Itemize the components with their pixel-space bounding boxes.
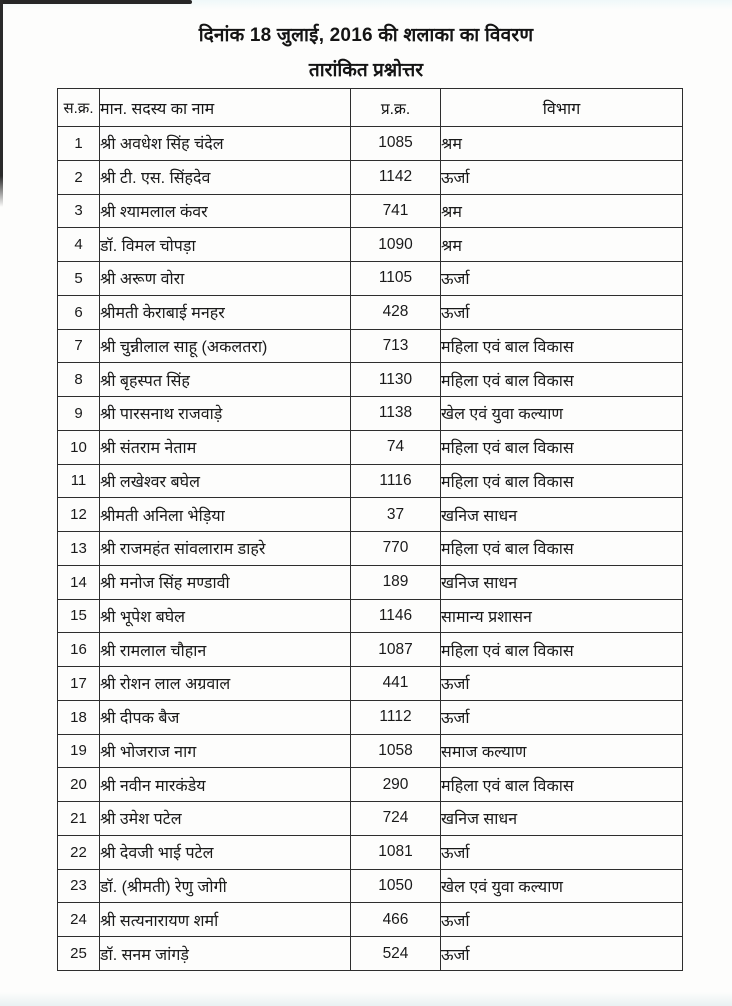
question-number-cell: 1105 bbox=[351, 262, 441, 296]
member-name-cell: श्री भोजराज नाग bbox=[100, 734, 351, 768]
table-row bbox=[58, 532, 683, 566]
table-row bbox=[58, 430, 683, 464]
member-table-body bbox=[58, 127, 683, 971]
member-name-cell: श्रीमती केराबाई मनहर bbox=[100, 295, 351, 329]
question-number-cell: 1112 bbox=[351, 700, 441, 734]
table-row bbox=[58, 667, 683, 701]
department-cell: महिला एवं बाल विकास bbox=[441, 430, 683, 464]
question-number-cell: 524 bbox=[351, 937, 441, 971]
table-row bbox=[58, 869, 683, 903]
table-row bbox=[58, 903, 683, 937]
page-title: दिनांक 18 जुलाई, 2016 की शलाका का विवरण bbox=[198, 25, 534, 46]
department-cell: महिला एवं बाल विकास bbox=[441, 532, 683, 566]
column-header-serial: स.क्र. bbox=[58, 89, 100, 127]
serial-cell: 23 bbox=[58, 869, 100, 903]
department-cell: खनिज साधन bbox=[441, 802, 683, 836]
department-cell: महिला एवं बाल विकास bbox=[441, 464, 683, 498]
question-number-cell: 1146 bbox=[351, 599, 441, 633]
member-name-cell: श्री बृहस्पत सिंह bbox=[100, 363, 351, 397]
department-cell: श्रम bbox=[441, 127, 683, 161]
table-row bbox=[58, 700, 683, 734]
member-name-cell: डॉ. सनम जांगड़े bbox=[100, 937, 351, 971]
department-cell: महिला एवं बाल विकास bbox=[441, 768, 683, 802]
department-cell: ऊर्जा bbox=[441, 262, 683, 296]
serial-cell: 12 bbox=[58, 498, 100, 532]
member-name-cell: श्री संतराम नेताम bbox=[100, 430, 351, 464]
member-name-cell: श्री अरूण वोरा bbox=[100, 262, 351, 296]
scan-edge-bottom-tint bbox=[0, 992, 732, 1006]
table-row bbox=[58, 262, 683, 296]
table-row bbox=[58, 228, 683, 262]
member-name-cell: श्री भूपेश बघेल bbox=[100, 599, 351, 633]
department-cell: महिला एवं बाल विकास bbox=[441, 633, 683, 667]
table-row bbox=[58, 127, 683, 161]
question-number-cell: 74 bbox=[351, 430, 441, 464]
table-row bbox=[58, 937, 683, 971]
question-number-cell: 1138 bbox=[351, 397, 441, 431]
member-name-cell: श्री चुन्नीलाल साहू (अकलतरा) bbox=[100, 329, 351, 363]
table-header-row bbox=[58, 89, 683, 127]
department-cell: महिला एवं बाल विकास bbox=[441, 363, 683, 397]
member-name-cell: श्री टी. एस. सिंहदेव bbox=[100, 160, 351, 194]
member-name-cell: श्री रामलाल चौहान bbox=[100, 633, 351, 667]
question-number-cell: 189 bbox=[351, 565, 441, 599]
table-row bbox=[58, 565, 683, 599]
column-header-department: विभाग bbox=[441, 89, 683, 127]
question-number-cell: 724 bbox=[351, 802, 441, 836]
member-name-cell: श्री मनोज सिंह मण्डावी bbox=[100, 565, 351, 599]
serial-cell: 2 bbox=[58, 160, 100, 194]
member-name-cell: श्री नवीन मारकंडेय bbox=[100, 768, 351, 802]
member-name-cell: डॉ. विमल चोपड़ा bbox=[100, 228, 351, 262]
department-cell: खेल एवं युवा कल्याण bbox=[441, 869, 683, 903]
question-number-cell: 1087 bbox=[351, 633, 441, 667]
member-name-cell: श्री उमेश पटेल bbox=[100, 802, 351, 836]
department-cell: सामान्य प्रशासन bbox=[441, 599, 683, 633]
member-name-cell: श्री देवजी भाई पटेल bbox=[100, 835, 351, 869]
serial-cell: 15 bbox=[58, 599, 100, 633]
department-cell: खनिज साधन bbox=[441, 498, 683, 532]
question-number-cell: 290 bbox=[351, 768, 441, 802]
department-cell: श्रम bbox=[441, 228, 683, 262]
serial-cell: 21 bbox=[58, 802, 100, 836]
question-number-cell: 1142 bbox=[351, 160, 441, 194]
department-cell: ऊर्जा bbox=[441, 835, 683, 869]
department-cell: समाज कल्याण bbox=[441, 734, 683, 768]
department-cell: ऊर्जा bbox=[441, 667, 683, 701]
serial-cell: 6 bbox=[58, 295, 100, 329]
serial-cell: 20 bbox=[58, 768, 100, 802]
member-name-cell: श्री श्यामलाल कंवर bbox=[100, 194, 351, 228]
member-name-cell: श्री सत्यनारायण शर्मा bbox=[100, 903, 351, 937]
serial-cell: 18 bbox=[58, 700, 100, 734]
column-header-member-name: मान. सदस्य का नाम bbox=[100, 89, 351, 127]
serial-cell: 19 bbox=[58, 734, 100, 768]
question-number-cell: 1116 bbox=[351, 464, 441, 498]
table-row bbox=[58, 835, 683, 869]
member-name-cell: श्री अवधेश सिंह चंदेल bbox=[100, 127, 351, 161]
department-cell: ऊर्जा bbox=[441, 160, 683, 194]
table-row bbox=[58, 329, 683, 363]
table-row bbox=[58, 599, 683, 633]
members-table bbox=[57, 88, 683, 971]
scan-artifact-top-edge bbox=[0, 0, 192, 4]
member-name-cell: श्री राजमहंत सांवलाराम डाहरे bbox=[100, 532, 351, 566]
serial-cell: 7 bbox=[58, 329, 100, 363]
serial-cell: 3 bbox=[58, 194, 100, 228]
member-name-cell: श्री लखेश्वर बघेल bbox=[100, 464, 351, 498]
table-row bbox=[58, 464, 683, 498]
serial-cell: 25 bbox=[58, 937, 100, 971]
department-cell: खेल एवं युवा कल्याण bbox=[441, 397, 683, 431]
serial-cell: 9 bbox=[58, 397, 100, 431]
question-number-cell: 741 bbox=[351, 194, 441, 228]
member-name-cell: श्रीमती अनिला भेड़िया bbox=[100, 498, 351, 532]
serial-cell: 8 bbox=[58, 363, 100, 397]
department-cell: ऊर्जा bbox=[441, 937, 683, 971]
department-cell: खनिज साधन bbox=[441, 565, 683, 599]
question-number-cell: 713 bbox=[351, 329, 441, 363]
serial-cell: 22 bbox=[58, 835, 100, 869]
serial-cell: 10 bbox=[58, 430, 100, 464]
table-row bbox=[58, 194, 683, 228]
table-row bbox=[58, 397, 683, 431]
serial-cell: 14 bbox=[58, 565, 100, 599]
question-number-cell: 37 bbox=[351, 498, 441, 532]
department-cell: महिला एवं बाल विकास bbox=[441, 329, 683, 363]
department-cell: ऊर्जा bbox=[441, 700, 683, 734]
serial-cell: 4 bbox=[58, 228, 100, 262]
member-name-cell: श्री पारसनाथ राजवाड़े bbox=[100, 397, 351, 431]
page-subtitle: तारांकित प्रश्नोत्तर bbox=[308, 60, 424, 81]
question-number-cell: 466 bbox=[351, 903, 441, 937]
serial-cell: 5 bbox=[58, 262, 100, 296]
serial-cell: 13 bbox=[58, 532, 100, 566]
department-cell: ऊर्जा bbox=[441, 295, 683, 329]
serial-cell: 1 bbox=[58, 127, 100, 161]
table-row bbox=[58, 768, 683, 802]
question-number-cell: 1050 bbox=[351, 869, 441, 903]
department-cell: श्रम bbox=[441, 194, 683, 228]
question-number-cell: 1085 bbox=[351, 127, 441, 161]
table-row bbox=[58, 160, 683, 194]
member-name-cell: श्री दीपक बैज bbox=[100, 700, 351, 734]
department-cell: ऊर्जा bbox=[441, 903, 683, 937]
table-row bbox=[58, 498, 683, 532]
serial-cell: 17 bbox=[58, 667, 100, 701]
question-number-cell: 428 bbox=[351, 295, 441, 329]
table-row bbox=[58, 295, 683, 329]
question-number-cell: 770 bbox=[351, 532, 441, 566]
column-header-question-number: प्र.क्र. bbox=[351, 89, 441, 127]
table-row bbox=[58, 633, 683, 667]
question-number-cell: 1058 bbox=[351, 734, 441, 768]
question-number-cell: 1130 bbox=[351, 363, 441, 397]
question-number-cell: 441 bbox=[351, 667, 441, 701]
member-name-cell: श्री रोशन लाल अग्रवाल bbox=[100, 667, 351, 701]
table-row bbox=[58, 802, 683, 836]
table-row bbox=[58, 734, 683, 768]
serial-cell: 11 bbox=[58, 464, 100, 498]
question-number-cell: 1081 bbox=[351, 835, 441, 869]
member-name-cell: डॉ. (श्रीमती) रेणु जोगी bbox=[100, 869, 351, 903]
table-row bbox=[58, 363, 683, 397]
question-number-cell: 1090 bbox=[351, 228, 441, 262]
serial-cell: 24 bbox=[58, 903, 100, 937]
serial-cell: 16 bbox=[58, 633, 100, 667]
